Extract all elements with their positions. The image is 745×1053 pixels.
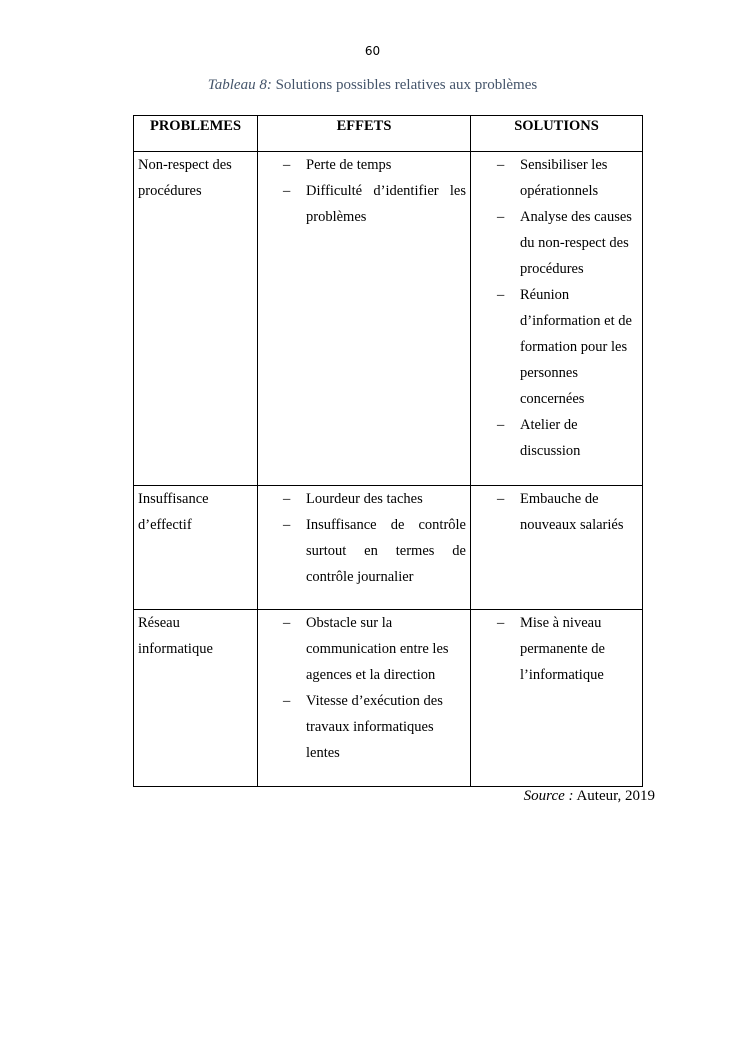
caption-text: Solutions possibles relatives aux problèmes	[271, 77, 538, 93]
header-solutions: SOLUTIONS	[471, 116, 643, 152]
list-item-text: Atelier de discussion	[520, 417, 581, 459]
problem-line: Non-respect des	[138, 157, 232, 173]
problem-cell	[134, 152, 258, 486]
header-effets: EFFETS	[258, 116, 471, 152]
dash-bullet: –	[497, 417, 505, 433]
problem-line: informatique	[138, 641, 213, 657]
header-problemes: PROBLEMES	[134, 116, 258, 152]
list-item-text: Embauche de nouveaux salariés	[520, 491, 624, 533]
dash-bullet: –	[283, 157, 291, 173]
problem-cell	[134, 610, 258, 787]
effets-cell	[258, 152, 471, 486]
problem-line: procédures	[138, 183, 202, 199]
list-item	[258, 688, 470, 766]
dash-bullet: –	[497, 491, 505, 507]
list-item-text: Réunion d’information et de formation pour les personnes concernées	[520, 287, 632, 407]
dash-bullet: –	[497, 615, 505, 631]
list-item	[471, 412, 642, 464]
table-caption	[0, 77, 745, 94]
effets-list	[258, 152, 470, 230]
solutions-table	[133, 115, 643, 787]
solutions-cell	[471, 152, 643, 486]
solutions-cell	[471, 486, 643, 610]
dash-bullet: –	[283, 491, 291, 507]
list-item-text: Sensibiliser les opérationnels	[520, 157, 608, 199]
solutions-table-wrapper	[133, 115, 642, 787]
list-item	[471, 204, 642, 282]
solutions-list	[471, 610, 642, 688]
caption-label: Tableau 8:	[207, 77, 272, 93]
list-item	[258, 512, 470, 590]
dash-bullet: –	[497, 157, 505, 173]
page-number: 60	[364, 44, 381, 58]
list-item-text: Mise à niveau permanente de l’informatique	[520, 615, 605, 683]
solutions-list	[471, 486, 642, 538]
list-item-text: Analyse des causes du non-respect des procédures	[520, 209, 632, 277]
list-item-text: Obstacle sur la communication entre les agences et la direction	[306, 615, 449, 683]
list-item-text: Lourdeur des taches	[306, 491, 423, 507]
list-item-text: Vitesse d’exécution des travaux informatiques lentes	[306, 693, 443, 761]
list-item	[258, 610, 470, 688]
solutions-list	[471, 152, 642, 464]
problem-line: Réseau	[138, 615, 180, 631]
problem-cell	[134, 486, 258, 610]
table-row	[134, 486, 643, 610]
effets-list	[258, 486, 470, 590]
source-label: Source :	[523, 788, 574, 804]
list-item-text: Perte de temps	[306, 157, 392, 173]
list-item	[471, 486, 642, 538]
dash-bullet: –	[497, 209, 505, 225]
effets-cell	[258, 486, 471, 610]
problem-line: d’effectif	[138, 517, 192, 533]
list-item	[258, 486, 470, 512]
table-header-row	[134, 116, 643, 152]
effets-list	[258, 610, 470, 766]
dash-bullet: –	[283, 615, 291, 631]
dash-bullet: –	[283, 183, 291, 199]
dash-bullet: –	[283, 693, 291, 709]
table-row	[134, 152, 643, 486]
list-item	[471, 152, 642, 204]
list-item-text: Insuffisance de contrôle surtout en termes de contrôle journalier	[306, 517, 466, 585]
problem-line: Insuffisance	[138, 491, 209, 507]
list-item-text: Difficulté d’identifier les problèmes	[306, 183, 466, 225]
source-text: Auteur, 2019	[573, 788, 655, 804]
list-item	[258, 178, 470, 230]
table-source	[524, 788, 655, 805]
table-row	[134, 610, 643, 787]
effets-cell	[258, 610, 471, 787]
dash-bullet: –	[497, 287, 505, 303]
list-item	[471, 610, 642, 688]
dash-bullet: –	[283, 517, 291, 533]
solutions-cell	[471, 610, 643, 787]
list-item	[258, 152, 470, 178]
list-item	[471, 282, 642, 412]
